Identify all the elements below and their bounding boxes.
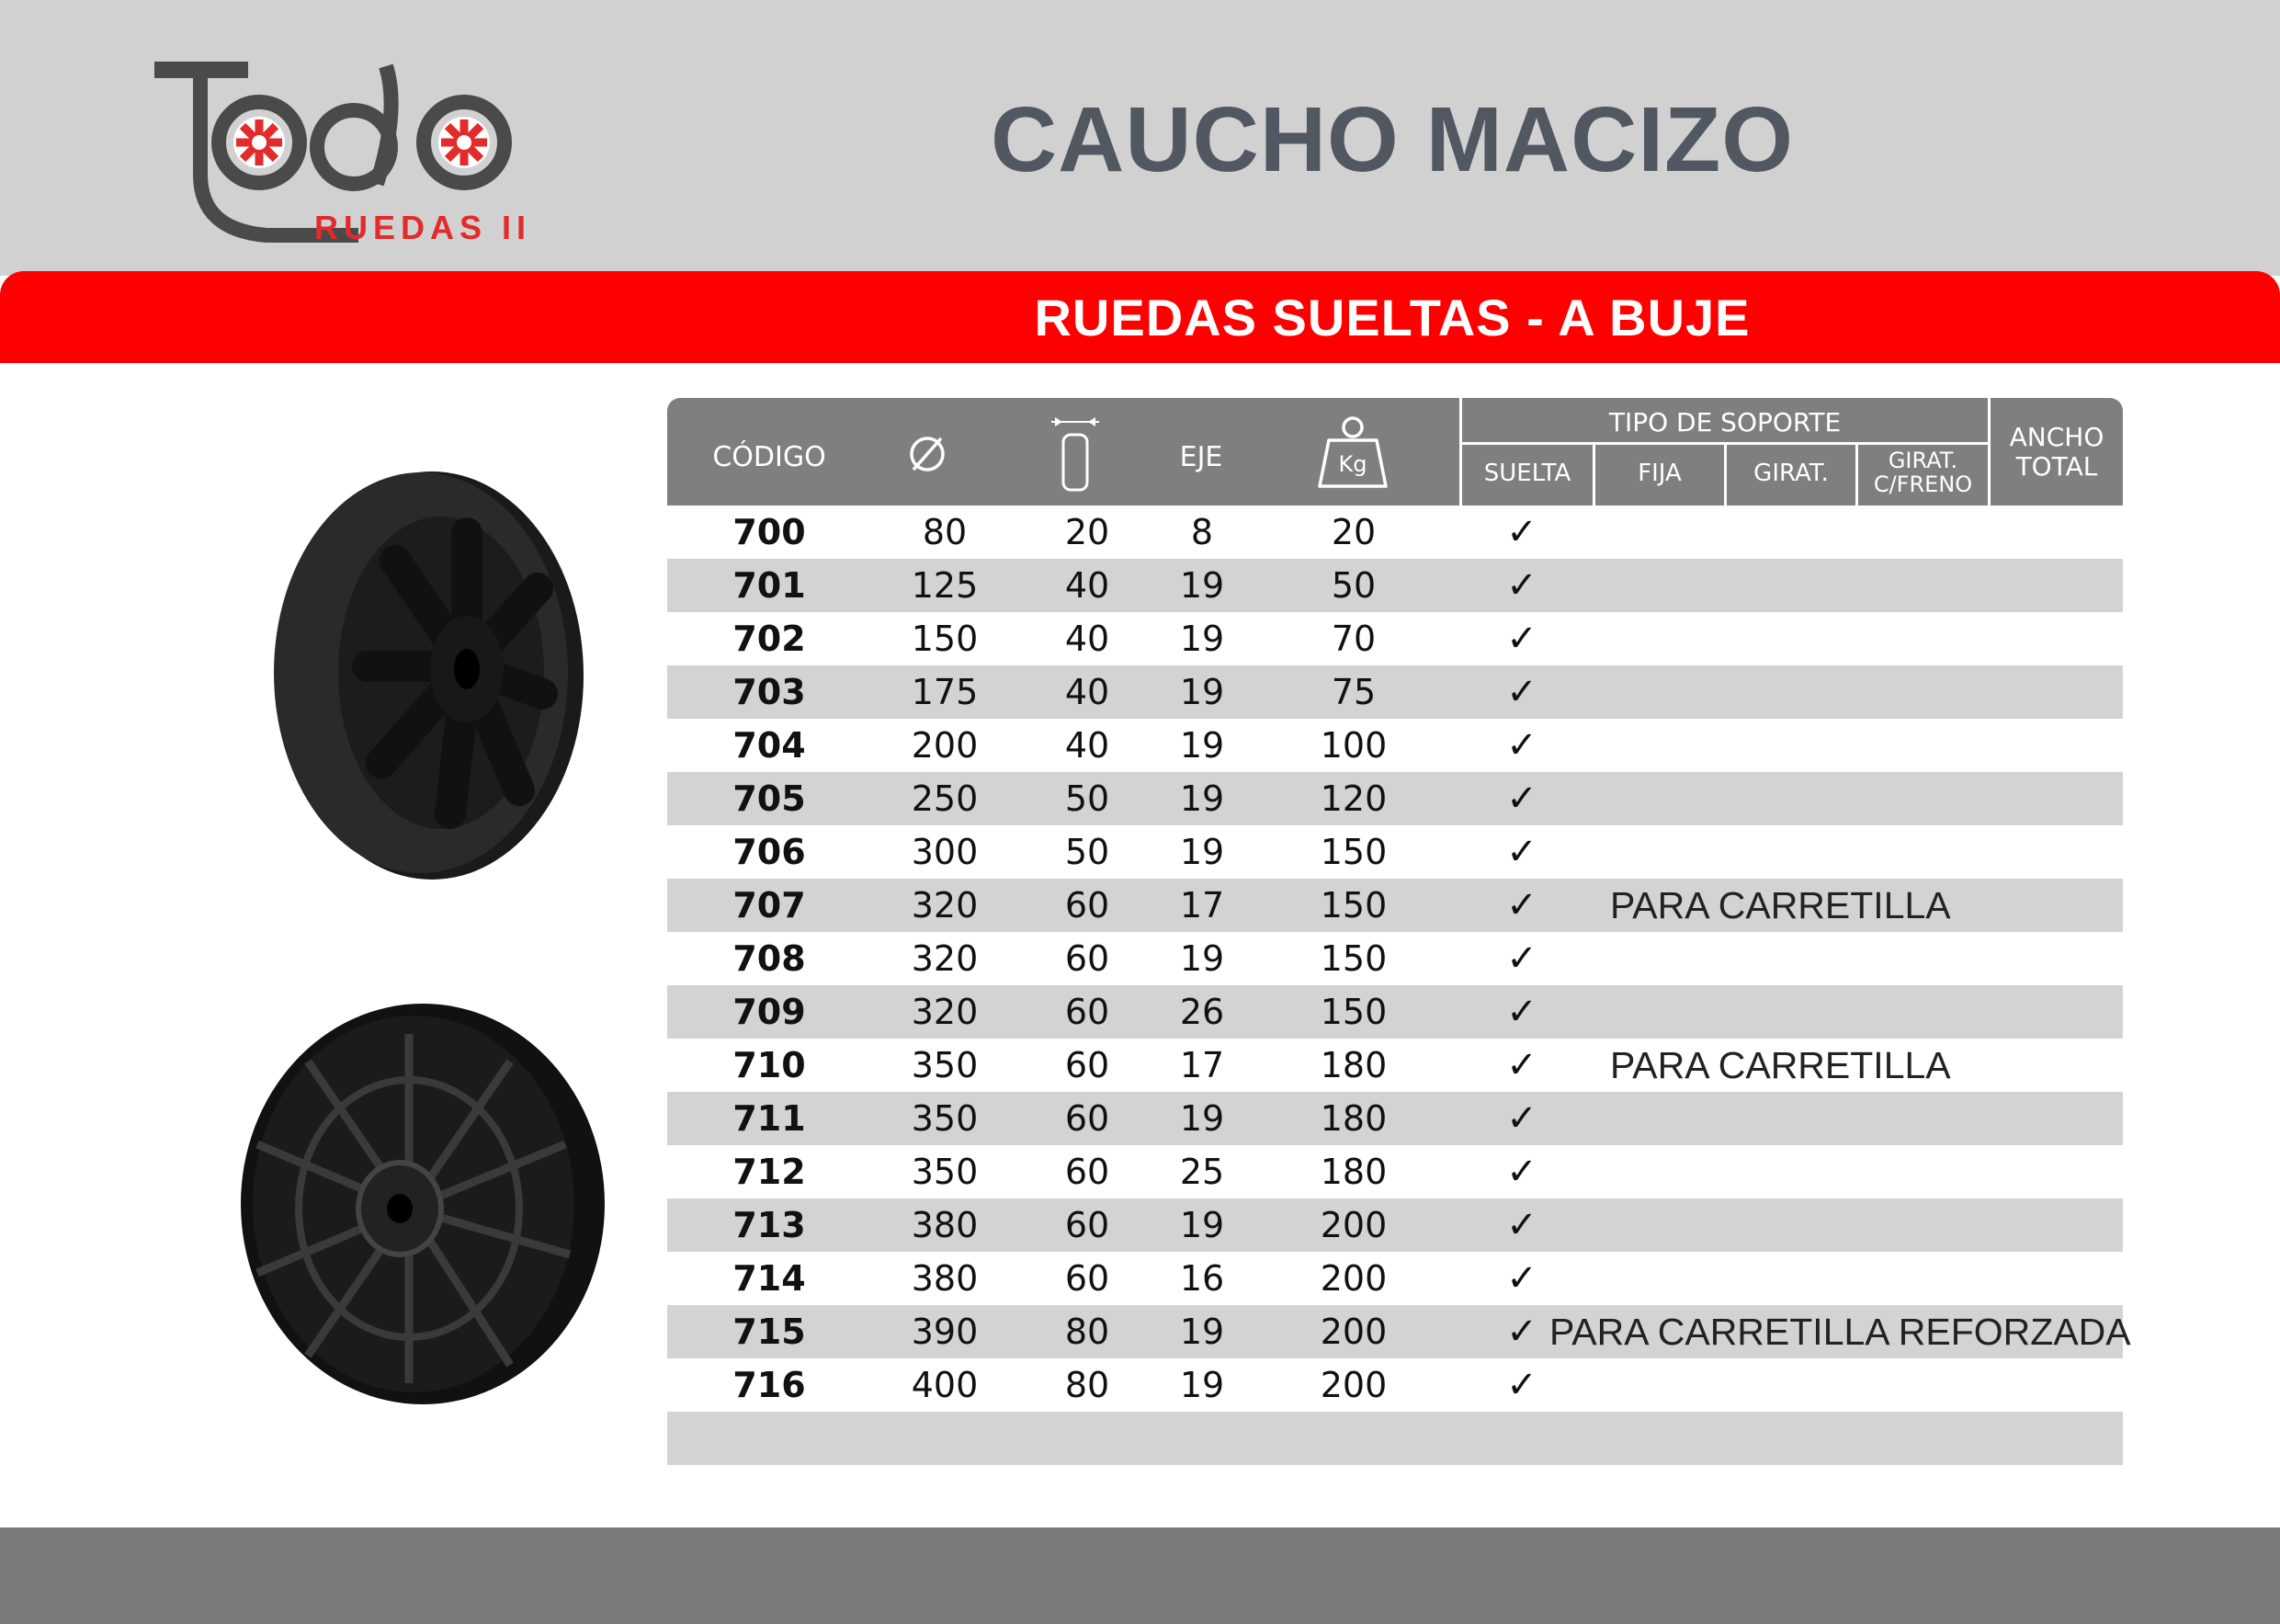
cell-diam: 300 xyxy=(911,832,979,872)
cell-width: 60 xyxy=(1064,992,1110,1032)
cell-width: 40 xyxy=(1064,672,1110,712)
cell-diam: 200 xyxy=(911,725,979,766)
table-row xyxy=(667,1358,2123,1412)
check-icon: ✓ xyxy=(1506,671,1537,713)
cell-axle: 19 xyxy=(1179,1098,1225,1139)
row-note: PARA CARRETILLA REFORZADA xyxy=(1549,1311,2131,1353)
cell-load: 20 xyxy=(1331,512,1377,552)
cell-code: 703 xyxy=(732,672,806,712)
row-note: PARA CARRETILLA xyxy=(1610,1044,1951,1086)
diameter-icon xyxy=(905,432,949,476)
cell-width: 60 xyxy=(1064,1258,1110,1299)
cell-width: 80 xyxy=(1064,1365,1110,1405)
cell-code: 706 xyxy=(732,832,806,872)
table-row xyxy=(667,1198,2123,1252)
cell-code: 715 xyxy=(732,1312,806,1352)
cell-code: 713 xyxy=(732,1205,806,1245)
cell-diam: 150 xyxy=(911,619,979,659)
cell-diam: 390 xyxy=(911,1312,979,1352)
cell-code: 704 xyxy=(732,725,806,766)
cell-load: 100 xyxy=(1320,725,1388,766)
check-icon: ✓ xyxy=(1506,937,1537,980)
cell-code: 701 xyxy=(732,565,806,606)
cell-width: 60 xyxy=(1064,1152,1110,1192)
cell-diam: 320 xyxy=(911,938,979,979)
cell-width: 60 xyxy=(1064,1098,1110,1139)
cell-diam: 80 xyxy=(922,512,968,552)
col-header-girat: GIRAT. xyxy=(1753,460,1829,487)
cell-axle: 16 xyxy=(1179,1258,1225,1299)
ancho-line1: ANCHO xyxy=(2009,422,2104,452)
col-header-eje: EJE xyxy=(1179,441,1223,473)
logo-subtitle: RUEDAS II xyxy=(313,209,531,246)
check-icon: ✓ xyxy=(1506,564,1537,607)
footer-bar xyxy=(0,1527,2280,1624)
col-header-suelta: SUELTA xyxy=(1483,460,1571,487)
cell-code: 702 xyxy=(732,619,806,659)
cell-code: 700 xyxy=(732,512,806,552)
col-header-ancho-total xyxy=(1991,423,2123,482)
cell-width: 60 xyxy=(1064,1045,1110,1085)
cell-load: 150 xyxy=(1320,938,1388,979)
cell-load: 200 xyxy=(1320,1312,1388,1352)
cell-load: 70 xyxy=(1331,619,1377,659)
table-row xyxy=(667,1039,2123,1092)
cell-code: 710 xyxy=(732,1045,806,1085)
cell-code: 709 xyxy=(732,992,806,1032)
wheel-photo-1 xyxy=(257,460,588,891)
cell-axle: 19 xyxy=(1179,1205,1225,1245)
check-icon: ✓ xyxy=(1506,511,1537,553)
cell-load: 75 xyxy=(1331,672,1377,712)
cell-diam: 350 xyxy=(911,1152,979,1192)
cell-diam: 400 xyxy=(911,1365,979,1405)
cell-axle: 19 xyxy=(1179,725,1225,766)
cell-diam: 125 xyxy=(911,565,979,606)
table-row xyxy=(667,1092,2123,1145)
cell-code: 708 xyxy=(732,938,806,979)
check-icon: ✓ xyxy=(1506,991,1537,1033)
row-note: PARA CARRETILLA xyxy=(1610,884,1951,926)
cell-diam: 320 xyxy=(911,992,979,1032)
cell-width: 50 xyxy=(1064,832,1110,872)
table-row xyxy=(667,772,2123,825)
table-row xyxy=(667,612,2123,665)
table-row xyxy=(667,665,2123,719)
cell-code: 705 xyxy=(732,778,806,819)
cell-diam: 380 xyxy=(911,1258,979,1299)
cell-load: 200 xyxy=(1320,1258,1388,1299)
table-row xyxy=(667,985,2123,1039)
cell-axle: 19 xyxy=(1179,938,1225,979)
cell-axle: 25 xyxy=(1179,1152,1225,1192)
cell-axle: 19 xyxy=(1179,672,1225,712)
cell-axle: 19 xyxy=(1179,1312,1225,1352)
cell-axle: 19 xyxy=(1179,778,1225,819)
cell-diam: 350 xyxy=(911,1045,979,1085)
todo-ruedas-logo xyxy=(147,55,542,248)
col-header-codigo: CÓDIGO xyxy=(712,441,826,473)
cell-axle: 8 xyxy=(1190,512,1214,552)
cell-diam: 350 xyxy=(911,1098,979,1139)
girat-freno-line2: C/FRENO xyxy=(1873,471,1973,497)
cell-code: 707 xyxy=(732,885,806,926)
cell-width: 60 xyxy=(1064,1205,1110,1245)
cell-width: 60 xyxy=(1064,885,1110,926)
cell-load: 150 xyxy=(1320,885,1388,926)
page-title: CAUCHO MACIZO xyxy=(990,88,1795,191)
table-row xyxy=(667,1252,2123,1305)
cell-code: 716 xyxy=(732,1365,806,1405)
check-icon: ✓ xyxy=(1506,724,1537,767)
cell-load: 180 xyxy=(1320,1152,1388,1192)
cell-load: 180 xyxy=(1320,1098,1388,1139)
col-header-fija: FIJA xyxy=(1638,460,1682,487)
cell-axle: 19 xyxy=(1179,619,1225,659)
table-row-empty xyxy=(667,1412,2123,1465)
cell-width: 40 xyxy=(1064,619,1110,659)
col-header-girat-freno xyxy=(1858,449,1988,496)
section-title: RUEDAS SUELTAS - A BUJE xyxy=(1034,289,1751,346)
table-row xyxy=(667,1145,2123,1198)
check-icon: ✓ xyxy=(1506,618,1537,660)
check-icon: ✓ xyxy=(1506,1311,1537,1353)
cell-code: 714 xyxy=(732,1258,806,1299)
check-icon: ✓ xyxy=(1506,1364,1537,1406)
wheel-photo-2 xyxy=(234,997,607,1406)
cell-code: 712 xyxy=(732,1152,806,1192)
cell-diam: 250 xyxy=(911,778,979,819)
kg-label: Kg xyxy=(1338,451,1367,477)
ancho-line2: TOTAL xyxy=(2015,451,2098,482)
cell-width: 60 xyxy=(1064,938,1110,979)
girat-freno-line1: GIRAT. xyxy=(1888,448,1958,473)
cell-width: 80 xyxy=(1064,1312,1110,1352)
check-icon: ✓ xyxy=(1506,1097,1537,1140)
cell-load: 150 xyxy=(1320,832,1388,872)
check-icon: ✓ xyxy=(1506,1204,1537,1246)
check-icon: ✓ xyxy=(1506,1257,1537,1300)
table-row xyxy=(667,505,2123,559)
col-header-tipo-soporte: TIPO DE SOPORTE xyxy=(1608,407,1842,437)
cell-load: 200 xyxy=(1320,1365,1388,1405)
width-icon xyxy=(1048,411,1103,494)
cell-width: 20 xyxy=(1064,512,1110,552)
cell-width: 40 xyxy=(1064,565,1110,606)
cell-axle: 17 xyxy=(1179,885,1225,926)
check-icon: ✓ xyxy=(1506,884,1537,926)
cell-width: 50 xyxy=(1064,778,1110,819)
cell-load: 50 xyxy=(1331,565,1377,606)
cell-load: 180 xyxy=(1320,1045,1388,1085)
cell-axle: 19 xyxy=(1179,832,1225,872)
check-icon: ✓ xyxy=(1506,831,1537,873)
cell-axle: 19 xyxy=(1179,1365,1225,1405)
cell-load: 150 xyxy=(1320,992,1388,1032)
table-row xyxy=(667,825,2123,879)
cell-width: 40 xyxy=(1064,725,1110,766)
cell-diam: 320 xyxy=(911,885,979,926)
cell-axle: 19 xyxy=(1179,565,1225,606)
cell-diam: 175 xyxy=(911,672,979,712)
check-icon: ✓ xyxy=(1506,1151,1537,1193)
table-row xyxy=(667,932,2123,985)
cell-load: 120 xyxy=(1320,778,1388,819)
cell-diam: 380 xyxy=(911,1205,979,1245)
cell-code: 711 xyxy=(732,1098,806,1139)
table-row xyxy=(667,879,2123,932)
check-icon: ✓ xyxy=(1506,778,1537,820)
cell-load: 200 xyxy=(1320,1205,1388,1245)
table-row xyxy=(667,559,2123,612)
cell-axle: 26 xyxy=(1179,992,1225,1032)
check-icon: ✓ xyxy=(1506,1044,1537,1086)
cell-axle: 17 xyxy=(1179,1045,1225,1085)
table-row xyxy=(667,719,2123,772)
table-row xyxy=(667,1305,2131,1358)
